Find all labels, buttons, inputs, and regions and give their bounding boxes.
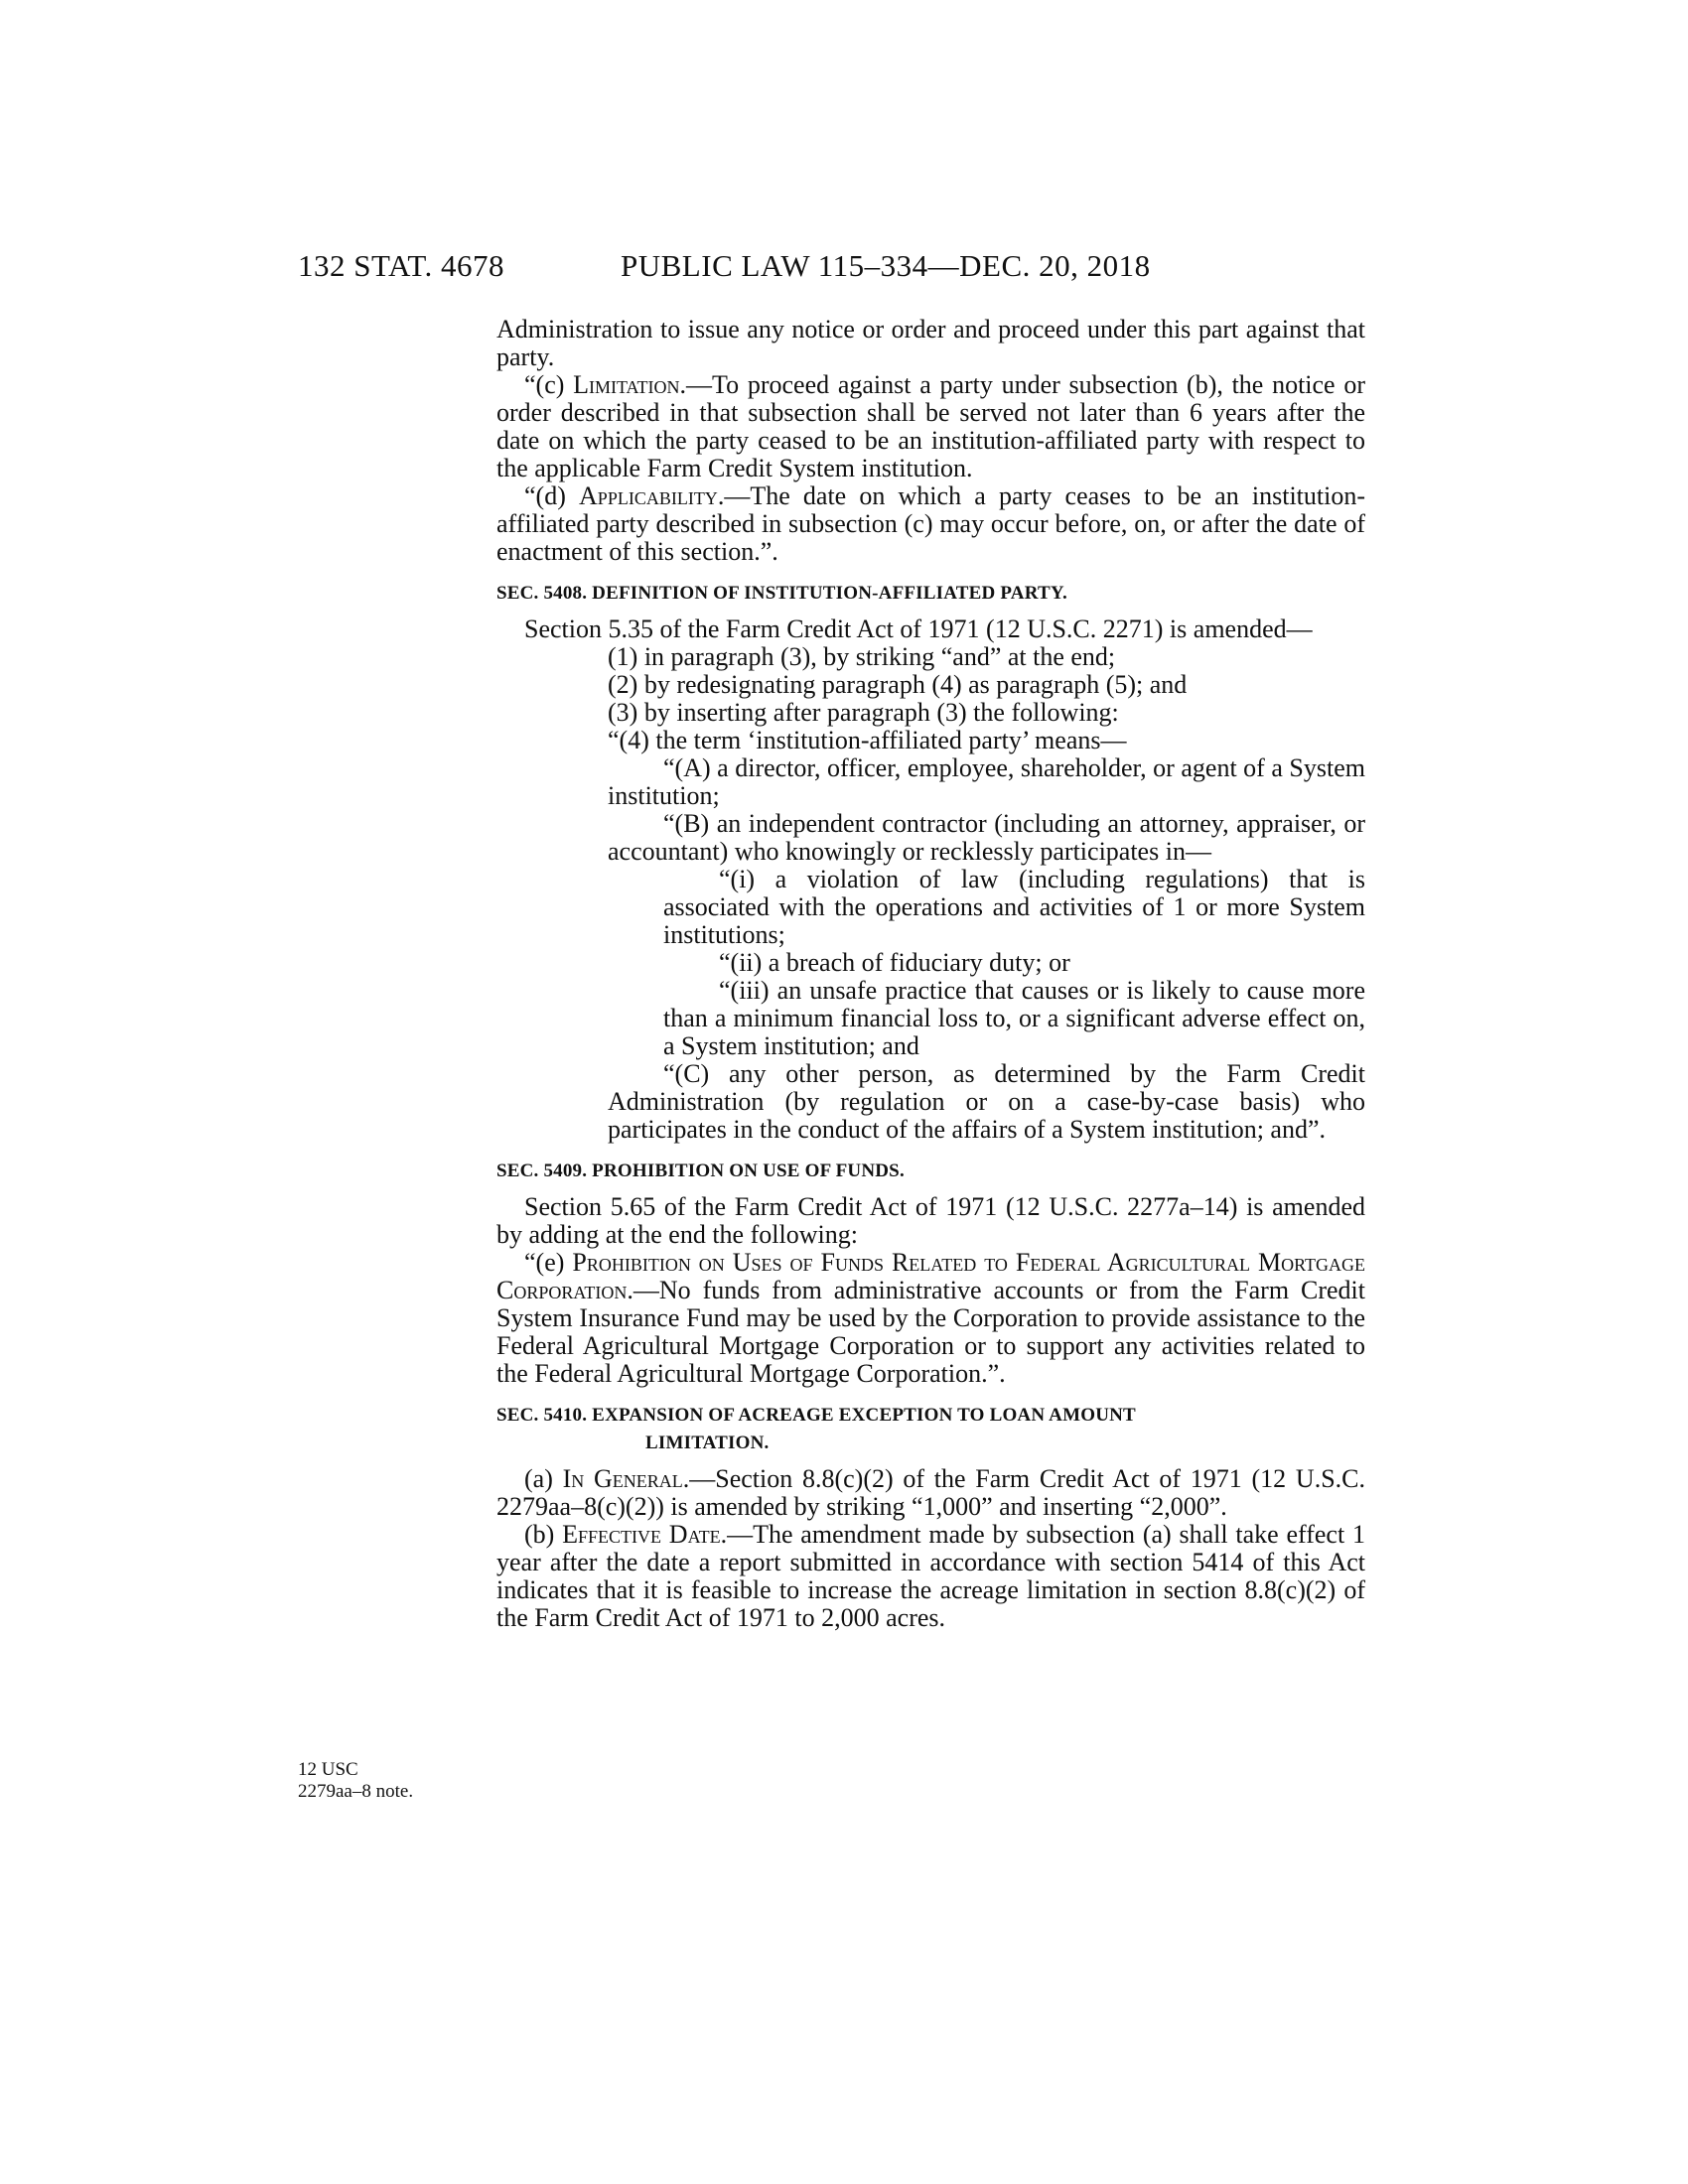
- paragraph-in-general: (a) In General.—Section 8.8(c)(2) of the Farm Credit Act of 1971 (12 U.S.C. 2279aa–8(c)(2)) is amended by striking “1,000” and inserting “2,000”.: [496, 1464, 1365, 1521]
- list-item: “(i) a violation of law (including regulations) that is associated with the operations and activities of 1 or more System institutions;: [663, 865, 1365, 949]
- list-item: “(iii) an unsafe practice that causes or is likely to cause more than a minimum financial loss to, or a significant adverse effect on, a System institution; and: [663, 976, 1365, 1060]
- list-item: (1) in paragraph (3), by striking “and” at the end;: [608, 642, 1116, 671]
- paragraph: Section 5.35 of the Farm Credit Act of 1971 (12 U.S.C. 2271) is amended—: [524, 614, 1313, 643]
- list-item: “(4) the term ‘institution-affiliated party’ means—: [608, 726, 1127, 754]
- list-item: “(B) an independent contractor (including an attorney, appraiser, or accountant) who knowingly or recklessly participates in—: [608, 809, 1365, 866]
- margin-citation-line: 12 USC: [298, 1759, 358, 1780]
- margin-citation: [298, 1759, 413, 1803]
- document-body: [496, 316, 1365, 1632]
- paragraph: Section 5.65 of the Farm Credit Act of 1971 (12 U.S.C. 2277a–14) is amended by adding at the end the following:: [496, 1192, 1365, 1249]
- page-header: [298, 248, 1365, 298]
- paragraph: Administration to issue any notice or order and proceed under this part against that party.: [496, 315, 1365, 371]
- statute-citation: 132 STAT. 4678: [298, 248, 505, 283]
- paragraph-applicability: “(d) Applicability.—The date on which a party ceases to be an institution-affiliated party described in subsection (c) may occur before, on, or after the date of enactment of this section.”.: [496, 481, 1366, 566]
- paragraph-heading: Prohibition on Uses of Funds Related to Federal Agricultural Mortgage Corporation: [496, 1248, 1365, 1304]
- paragraph-heading: Limitation: [573, 370, 680, 399]
- section-heading-5409: SEC. 5409. PROHIBITION ON USE OF FUNDS.: [496, 1160, 905, 1181]
- list-item: “(ii) a breach of fiduciary duty; or: [719, 948, 1070, 977]
- paragraph-effective-date: (b) Effective Date.—The amendment made by subsection (a) shall take effect 1 year after the date a report submitted in accordance with section 5414 of this Act indicates that it is feasible to increase the acreage limitation in section 8.8(c)(2) of the Farm Credit Act of 1971 to 2,000 acres.: [496, 1520, 1365, 1632]
- list-item: (3) by inserting after paragraph (3) the following:: [608, 698, 1119, 727]
- public-law-title: PUBLIC LAW 115–334—DEC. 20, 2018: [621, 248, 1151, 283]
- paragraph-heading: Applicability: [579, 481, 718, 510]
- margin-citation-line: 2279aa–8 note.: [298, 1781, 414, 1802]
- list-item: (2) by redesignating paragraph (4) as paragraph (5); and: [608, 670, 1188, 699]
- section-heading-5410: SEC. 5410. EXPANSION OF ACREAGE EXCEPTION TO LOAN AMOUNT LIMITATION.: [496, 1405, 1136, 1453]
- paragraph-prohibition: “(e) Prohibition on Uses of Funds Related to Federal Agricultural Mortgage Corporation.—No funds from administrative accounts or from the Farm Credit System Insurance Fund may be used by the Corporation to provide assistance to the Federal Agricultural Mortgage Corporation or to support any activities related to the Federal Agricultural Mortgage Corporation.”.: [496, 1248, 1365, 1388]
- list-item: “(C) any other person, as determined by the Farm Credit Administration (by regulation or on a case-by-case basis) who participates in the conduct of the affairs of a System institution; and”.: [608, 1059, 1365, 1144]
- section-heading-5408: SEC. 5408. DEFINITION OF INSTITUTION-AFFILIATED PARTY.: [496, 583, 1067, 604]
- list-item: “(A) a director, officer, employee, shareholder, or agent of a System institution;: [608, 753, 1365, 810]
- paragraph-heading: Effective Date: [562, 1520, 721, 1549]
- paragraph-heading: In General: [562, 1464, 683, 1493]
- paragraph-limitation: “(c) Limitation.—To proceed against a party under subsection (b), the notice or order described in that subsection shall be served not later than 6 years after the date on which the party ceased to be an institution-affiliated party with respect to the applicable Farm Credit System institution.: [496, 370, 1365, 482]
